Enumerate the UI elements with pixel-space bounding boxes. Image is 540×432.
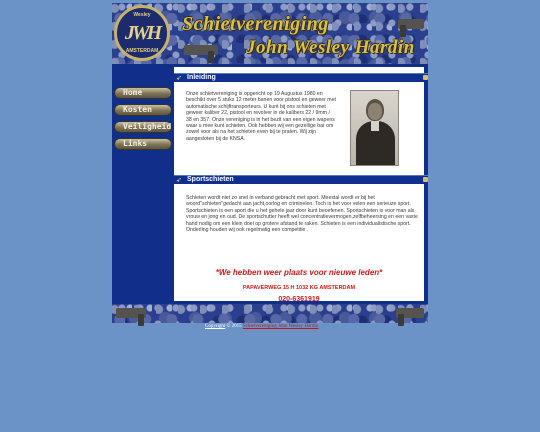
section-header-sport — [174, 175, 428, 184]
site-header — [112, 3, 428, 64]
pistol-icon — [398, 19, 424, 29]
copyright-link[interactable]: Copyright — [205, 324, 226, 329]
header-cap-icon — [423, 177, 428, 182]
page-frame — [112, 3, 428, 323]
site-name-link[interactable]: Schietvereniging John Wesley Hardin — [242, 324, 319, 329]
arrow-bullet-icon: ➶ — [176, 75, 182, 82]
site-footer-bar — [112, 304, 428, 323]
logo-ring-bottom: AMSTERDAM — [125, 48, 159, 54]
pistol-icon — [184, 45, 218, 55]
club-phone: 020-6361919 — [278, 296, 320, 303]
portrait-photo — [350, 90, 399, 166]
club-logo[interactable] — [114, 5, 170, 61]
nav-links[interactable]: Links — [114, 138, 172, 150]
section-header-intro — [174, 73, 428, 82]
pistol-icon — [116, 308, 146, 318]
header-cap-icon — [423, 75, 428, 80]
intro-paragraph: Onze schietvereniging is opgericht op 19 Augustus 1980 en beschikt over 5 stuks 12 meter banen voor pistool en geweer met automatische schijftransporteurs. U kunt bij ons schieten met geweer kaliber 22, pistool en revolver in de kalibers 22 / 9mm / 38 en 357. Onze vereniging is in het bezit van een eigen wapens waar u mee kunt schieten. Ook hebben wij een gezellige bar om zowel voor als na het schieten even bij te praten. Wij zijn aangesloten bij de KNSA. — [186, 91, 336, 142]
club-address: PAPAVERWEG 15 H 1032 KG AMSTERDAM — [242, 285, 356, 291]
site-title-line1: Schietvereniging — [182, 13, 329, 35]
copyright-year: © 2015 — [226, 324, 242, 329]
nav-veiligheid[interactable]: Veiligheid — [114, 121, 172, 133]
sport-paragraph: Schieten wordt niet zo snel in verband gebracht met sport. Meestal wordt er bij het woord"schieten"gedacht aan jacht,oorlog en criminelen. Toch is het voor velen een serieuze sport. Sportschieten is een sport die u het gehele jaar door kunt beoefenen. Sportschieten is voor man als vrouw en jong en oud. De sportschutter heeft wel concentratievermogen,zelfbeheersing en een vaste hand nodig om een klein doel op grotere afstand te raken. Schieten is een individualistische sport. Onderling houden wij ook regelmatig een competitie . — [186, 195, 418, 234]
pistol-icon — [396, 308, 424, 318]
membership-tagline: *We hebben weer plaats voor nieuwe leden* — [215, 268, 383, 277]
section-title: Sportschieten — [187, 176, 234, 183]
section-title: Inleiding — [187, 74, 216, 81]
copyright-line — [205, 324, 318, 329]
nav-kosten[interactable]: Kosten — [114, 104, 172, 116]
logo-monogram: JWH — [124, 21, 160, 44]
site-title-line2: John Wesley Hardin — [246, 37, 415, 58]
side-navigation — [114, 87, 174, 155]
nav-home[interactable]: Home — [114, 87, 172, 99]
arrow-bullet-icon: ➶ — [176, 177, 182, 184]
main-content — [174, 67, 424, 301]
logo-ring-top: Wesley — [133, 12, 151, 18]
